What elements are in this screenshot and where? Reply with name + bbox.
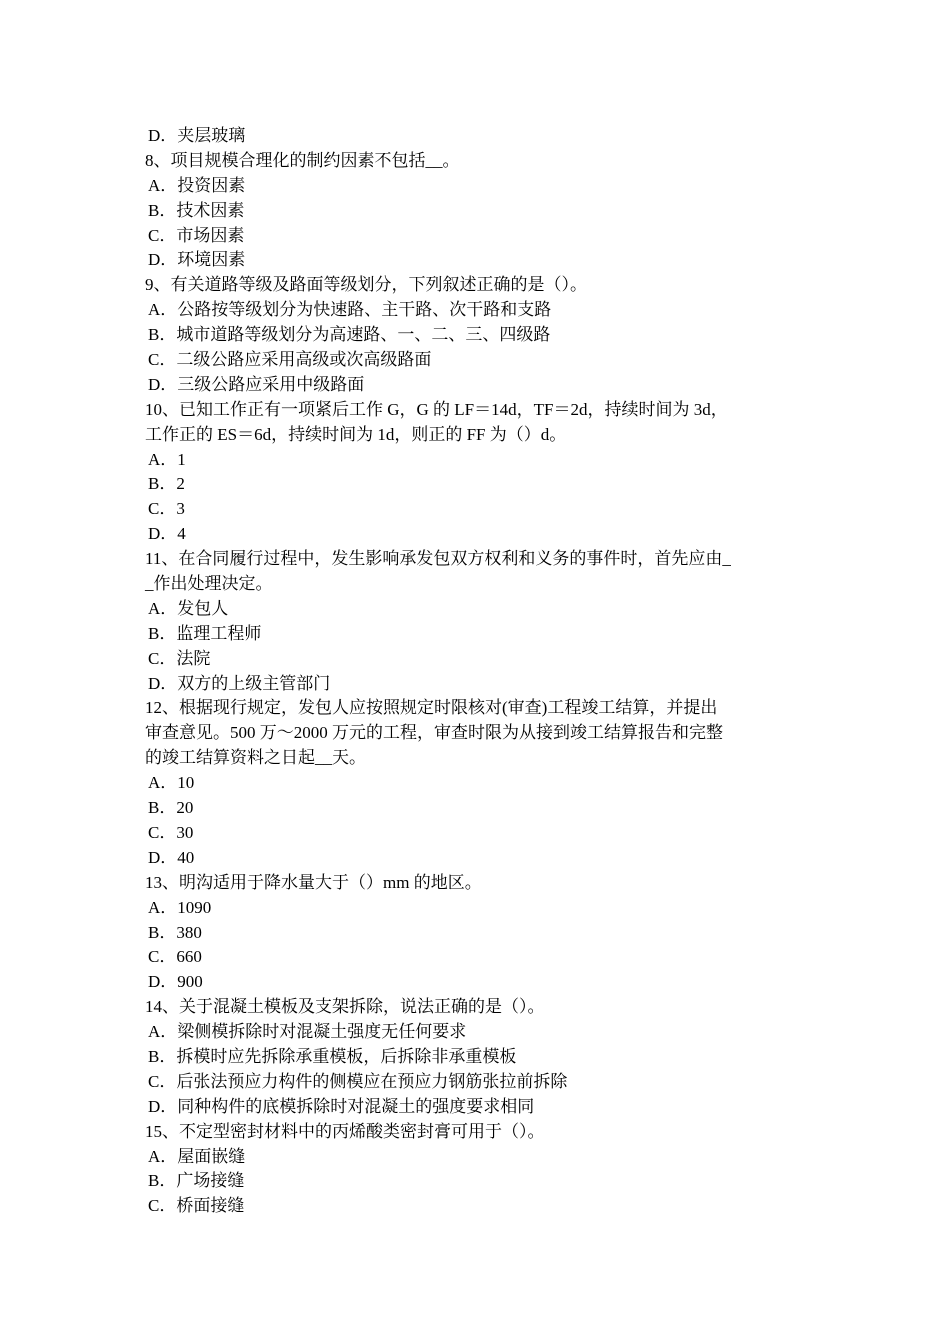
question-line: 的竣工结算资料之日起__天。 [145, 748, 366, 768]
option-line: D．4 [148, 524, 186, 544]
option-line: C．二级公路应采用高级或次高级路面 [148, 350, 432, 370]
option-line: A．投资因素 [148, 175, 246, 195]
option-line: A．梁侧模拆除时对混凝土强度无任何要求 [148, 1022, 467, 1042]
option-line: C．法院 [148, 648, 211, 668]
option-line: B．20 [148, 798, 194, 818]
option-line: C．3 [148, 499, 185, 519]
question-line: 8、项目规模合理化的制约因素不包括__。 [145, 150, 460, 170]
option-line: C．后张法预应力构件的侧模应在预应力钢筋张拉前拆除 [148, 1071, 568, 1091]
option-line: B．监理工程师 [148, 623, 262, 643]
option-line: D．40 [148, 847, 195, 867]
question-line: _作出处理决定。 [145, 574, 273, 594]
option-line: C．桥面接缝 [148, 1196, 245, 1216]
question-line: 14、关于混凝土模板及支架拆除，说法正确的是（）。 [145, 997, 545, 1017]
question-list [145, 124, 810, 1219]
question-line: 9、有关道路等级及路面等级划分，下列叙述正确的是（）。 [145, 275, 587, 295]
option-line: B．380 [148, 922, 202, 942]
option-line: A．1090 [148, 897, 212, 917]
question-line: 12、根据现行规定，发包人应按照规定时限核对(审查)工程竣工结算，并提出 [145, 698, 718, 718]
option-line: B．城市道路等级划分为高速路、一、二、三、四级路 [148, 325, 551, 345]
option-line: B．拆模时应先拆除承重模板，后拆除非承重模板 [148, 1046, 517, 1066]
option-line: D．环境因素 [148, 250, 246, 270]
option-line: D．同种构件的底模拆除时对混凝土的强度要求相同 [148, 1096, 535, 1116]
question-line: 13、明沟适用于降水量大于（）mm 的地区。 [145, 872, 482, 892]
question-line: 10、已知工作正有一项紧后工作 G，G 的 LF＝14d，TF＝2d，持续时间为 3d， [145, 399, 728, 419]
question-line: 审查意见。500 万～2000 万元的工程，审查时限为从接到竣工结算报告和完整 [145, 723, 723, 743]
question-line: 11、在合同履行过程中，发生影响承发包双方权利和义务的事件时，首先应由_ [145, 549, 731, 569]
option-line: B．技术因素 [148, 200, 245, 220]
option-line: A．发包人 [148, 598, 229, 618]
option-line: C．市场因素 [148, 225, 245, 245]
option-line: B．2 [148, 474, 185, 494]
option-line: A．屋面嵌缝 [148, 1146, 246, 1166]
option-line: A．10 [148, 773, 195, 793]
option-line: B．广场接缝 [148, 1171, 245, 1191]
option-line: C．660 [148, 947, 202, 967]
question-line: 工作正的 ES＝6d，持续时间为 1d，则正的 FF 为（）d。 [145, 424, 567, 444]
option-line: A．1 [148, 449, 186, 469]
option-line: D．三级公路应采用中级路面 [148, 374, 365, 394]
option-line: D．双方的上级主管部门 [148, 673, 331, 693]
option-line: D．夹层玻璃 [148, 126, 246, 145]
option-line: C．30 [148, 822, 194, 842]
option-line: A．公路按等级划分为快速路、主干路、次干路和支路 [148, 300, 552, 320]
question-line: 15、不定型密封材料中的丙烯酸类密封膏可用于（）。 [145, 1121, 545, 1141]
option-line: D．900 [148, 972, 203, 992]
